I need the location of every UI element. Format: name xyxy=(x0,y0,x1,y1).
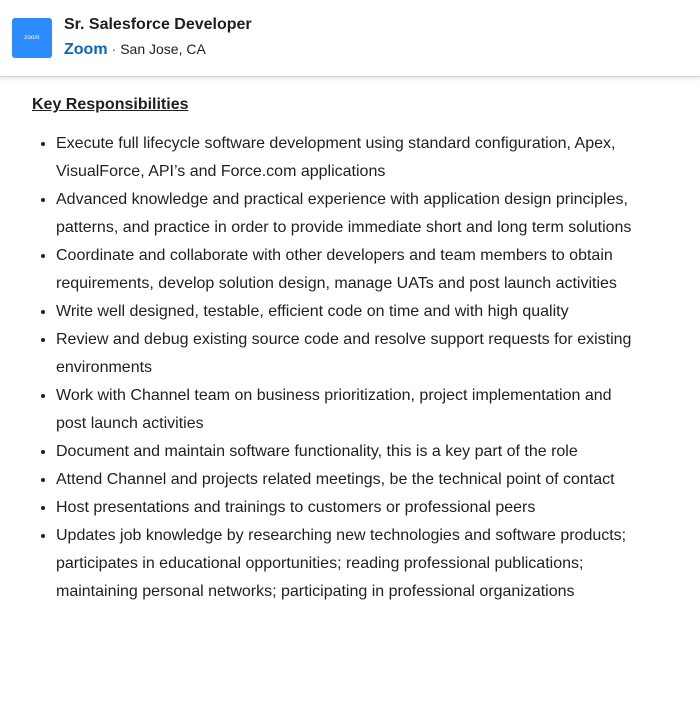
list-item: • Host presentations and trainings to customers or professional peers xyxy=(56,494,632,522)
list-item: • Review and debug existing source code and resolve support requests for existing environments xyxy=(56,326,632,382)
list-item: • Advanced knowledge and practical experience with application design principles, patterns, and practice in order to provide immediate short and long term solutions xyxy=(56,186,632,242)
company-location-line xyxy=(64,41,206,59)
separator: · xyxy=(111,41,117,57)
list-item: • Write well designed, testable, efficient code on time and with high quality xyxy=(56,298,632,326)
job-location: San Jose, CA xyxy=(120,41,206,57)
job-header xyxy=(0,0,700,77)
zoom-logo-icon[interactable]: zoom xyxy=(12,18,52,58)
section-heading-key-responsibilities: Key Responsibilities xyxy=(32,96,189,113)
list-item: • Coordinate and collaborate with other developers and team members to obtain requirements, develop solution design, manage UATs and post launch activities xyxy=(56,242,632,298)
list-item: • Document and maintain software functionality, this is a key part of the role xyxy=(56,438,632,466)
job-title: Sr. Salesforce Developer xyxy=(64,16,252,33)
company-link[interactable]: Zoom xyxy=(64,41,108,58)
job-description xyxy=(32,94,632,606)
responsibilities-list xyxy=(32,130,632,606)
list-item: • Execute full lifecycle software development using standard configuration, Apex, VisualForce, API’s and Force.com applications xyxy=(56,130,632,186)
list-item: • Attend Channel and projects related meetings, be the technical point of contact xyxy=(56,466,632,494)
list-item: • Work with Channel team on business prioritization, project implementation and post launch activities xyxy=(56,382,632,438)
list-item: • Updates job knowledge by researching new technologies and software products; participates in educational opportunities; reading professional publications; maintaining personal networks; participating in professional organizations xyxy=(56,522,632,606)
